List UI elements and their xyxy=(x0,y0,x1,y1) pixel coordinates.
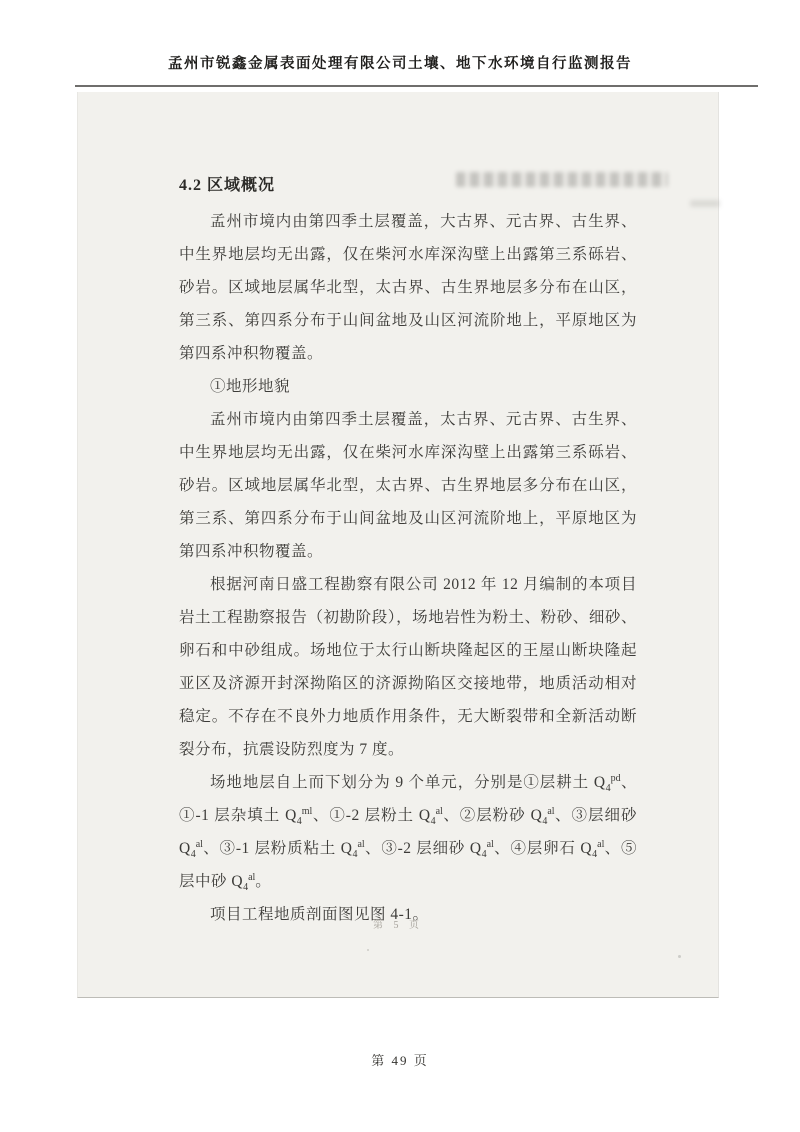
para-soil-units: 场地地层自上而下划分为 9 个单元，分别是①层耕土 $Q_4^{pd}$、①-1 层杂填土 $Q_4^{ml}$、①-2 层粉土 $Q_4^{al}$、②层粉砂 $Q_4^{al}$、③层细砂 $Q_4^{al}$、③-1 层粉质粘土 $Q_4^{al}$、③-2 层细砂 $Q_4^{al}$、④层卵石 $Q_4^{al}$、⑤层中砂 $Q_4^{al}$。 xyxy=(179,772,637,894)
footer-page-number: 第 49 页 xyxy=(371,1053,429,1068)
para-subheading-terrain: ①地形地貌 xyxy=(210,378,291,395)
para-figure-reference: 项目工程地质剖面图见图 4-1。 xyxy=(210,906,429,923)
header-title: 孟州市锐鑫金属表面处理有限公司土壤、地下水环境自行监测报告 xyxy=(168,56,632,72)
section-heading: 4.2 区域概况 xyxy=(179,177,276,194)
header-rule xyxy=(75,85,758,87)
scan-speck-artifact xyxy=(678,955,681,958)
bleed-through-artifact xyxy=(690,200,720,207)
para-survey-report: 根据河南日盛工程勘察有限公司 2012 年 12 月编制的本项目岩土工程勘察报告（初勘阶段），场地岩性为粉土、粉砂、细砂、卵石和中砂组成。场地位于太行山断块隆起区的王屋山断块隆起亚区及济源开封深拗陷区的济源拗陷区交接地带，地质活动相对稳定。不存在不良外力地质作用条件，无大断裂带和全新活动断裂分布，抗震设防烈度为 7 度。 xyxy=(179,576,637,758)
body-paragraphs xyxy=(179,205,637,931)
page-content xyxy=(179,172,637,931)
scan-speck-artifact xyxy=(367,949,369,951)
para-terrain-geology: 孟州市境内由第四季土层覆盖，太古界、元古界、古生界、中生界地层均无出露，仅在柴河水库深沟壁上出露第三系砾岩、砂岩。区域地层属华北型，太古界、古生界地层多分布在山区，第三系、第四系分布于山间盆地及山区河流阶地上，平原地区为第四系冲积物覆盖。 xyxy=(179,411,637,560)
para-region-geology: 孟州市境内由第四季土层覆盖，大古界、元古界、古生界、中生界地层均无出露，仅在柴河水库深沟壁上出露第三系砾岩、砂岩。区域地层属华北型，太古界、古生界地层多分布在山区，第三系、第四系分布于山间盆地及山区河流阶地上，平原地区为第四系冲积物覆盖。 xyxy=(179,213,637,362)
scanned-page-region xyxy=(77,92,719,998)
scan-page-number: 第 5 页 xyxy=(373,920,423,931)
